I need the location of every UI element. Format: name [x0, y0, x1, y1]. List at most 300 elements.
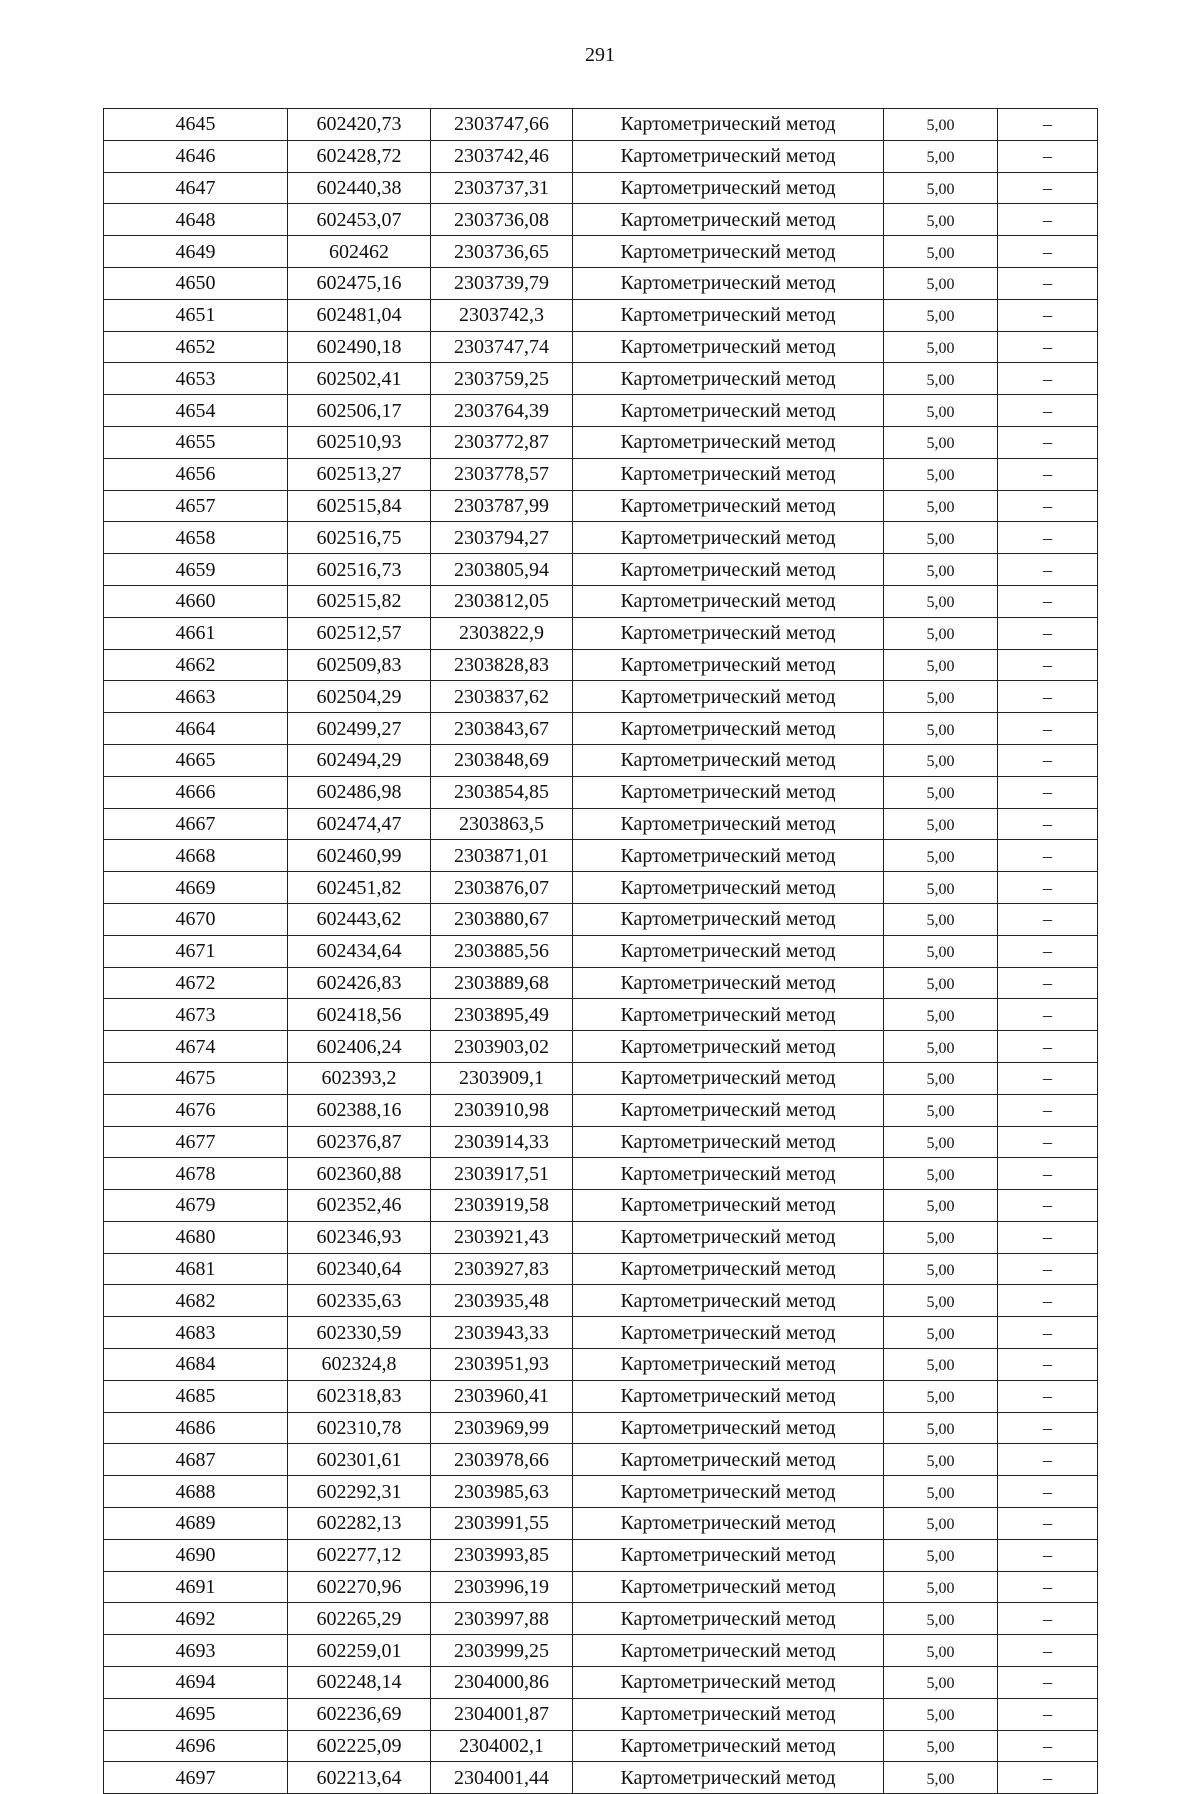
note-cell: –: [998, 617, 1098, 649]
method-cell: Картометрический метод: [573, 554, 884, 586]
y-coordinate-cell: 2303737,31: [431, 172, 573, 204]
note-cell: –: [998, 1476, 1098, 1508]
note-cell: –: [998, 872, 1098, 904]
method-cell: Картометрический метод: [573, 395, 884, 427]
table-row: [104, 140, 1098, 172]
point-number-cell: 4651: [104, 299, 288, 331]
precision-cell: 5,00: [884, 331, 998, 363]
precision-cell: 5,00: [884, 1221, 998, 1253]
point-number-cell: 4678: [104, 1158, 288, 1190]
table-row: [104, 681, 1098, 713]
table-row: [104, 1571, 1098, 1603]
note-cell: –: [998, 1571, 1098, 1603]
method-cell: Картометрический метод: [573, 649, 884, 681]
table-row: [104, 1094, 1098, 1126]
method-cell: Картометрический метод: [573, 1698, 884, 1730]
precision-cell: 5,00: [884, 204, 998, 236]
table-row: [104, 1730, 1098, 1762]
precision-cell: 5,00: [884, 681, 998, 713]
point-number-cell: 4646: [104, 140, 288, 172]
precision-cell: 5,00: [884, 1158, 998, 1190]
method-cell: Картометрический метод: [573, 204, 884, 236]
y-coordinate-cell: 2303885,56: [431, 935, 573, 967]
method-cell: Картометрический метод: [573, 1508, 884, 1540]
table-row: [104, 872, 1098, 904]
note-cell: –: [998, 109, 1098, 141]
x-coordinate-cell: 602376,87: [288, 1126, 431, 1158]
y-coordinate-cell: 2303736,08: [431, 204, 573, 236]
x-coordinate-cell: 602335,63: [288, 1285, 431, 1317]
precision-cell: 5,00: [884, 585, 998, 617]
x-coordinate-cell: 602393,2: [288, 1062, 431, 1094]
y-coordinate-cell: 2303854,85: [431, 776, 573, 808]
note-cell: –: [998, 1539, 1098, 1571]
x-coordinate-cell: 602490,18: [288, 331, 431, 363]
point-number-cell: 4671: [104, 935, 288, 967]
point-number-cell: 4655: [104, 426, 288, 458]
y-coordinate-cell: 2303927,83: [431, 1253, 573, 1285]
precision-cell: 5,00: [884, 1603, 998, 1635]
table-row: [104, 426, 1098, 458]
table-row: [104, 999, 1098, 1031]
note-cell: –: [998, 299, 1098, 331]
method-cell: Картометрический метод: [573, 967, 884, 999]
note-cell: –: [998, 395, 1098, 427]
note-cell: –: [998, 1285, 1098, 1317]
table-row: [104, 967, 1098, 999]
point-number-cell: 4661: [104, 617, 288, 649]
point-number-cell: 4647: [104, 172, 288, 204]
method-cell: Картометрический метод: [573, 1444, 884, 1476]
table-row: [104, 1508, 1098, 1540]
point-number-cell: 4649: [104, 236, 288, 268]
y-coordinate-cell: 2303747,74: [431, 331, 573, 363]
point-number-cell: 4666: [104, 776, 288, 808]
precision-cell: 5,00: [884, 649, 998, 681]
y-coordinate-cell: 2303828,83: [431, 649, 573, 681]
note-cell: –: [998, 713, 1098, 745]
x-coordinate-cell: 602474,47: [288, 808, 431, 840]
table-row: [104, 744, 1098, 776]
precision-cell: 5,00: [884, 808, 998, 840]
note-cell: –: [998, 458, 1098, 490]
table-row: [104, 1158, 1098, 1190]
precision-cell: 5,00: [884, 299, 998, 331]
point-number-cell: 4657: [104, 490, 288, 522]
point-number-cell: 4695: [104, 1698, 288, 1730]
note-cell: –: [998, 1062, 1098, 1094]
x-coordinate-cell: 602516,73: [288, 554, 431, 586]
precision-cell: 5,00: [884, 1317, 998, 1349]
table-row: [104, 1190, 1098, 1222]
precision-cell: 5,00: [884, 172, 998, 204]
x-coordinate-cell: 602270,96: [288, 1571, 431, 1603]
method-cell: Картометрический метод: [573, 299, 884, 331]
y-coordinate-cell: 2304001,87: [431, 1698, 573, 1730]
table-row: [104, 1412, 1098, 1444]
y-coordinate-cell: 2304002,1: [431, 1730, 573, 1762]
note-cell: –: [998, 808, 1098, 840]
method-cell: Картометрический метод: [573, 458, 884, 490]
y-coordinate-cell: 2303747,66: [431, 109, 573, 141]
method-cell: Картометрический метод: [573, 236, 884, 268]
x-coordinate-cell: 602340,64: [288, 1253, 431, 1285]
table-row: [104, 808, 1098, 840]
table-row: [104, 458, 1098, 490]
note-cell: –: [998, 1412, 1098, 1444]
y-coordinate-cell: 2303985,63: [431, 1476, 573, 1508]
method-cell: Картометрический метод: [573, 1190, 884, 1222]
method-cell: Картометрический метод: [573, 1253, 884, 1285]
point-number-cell: 4667: [104, 808, 288, 840]
method-cell: Картометрический метод: [573, 140, 884, 172]
x-coordinate-cell: 602265,29: [288, 1603, 431, 1635]
y-coordinate-cell: 2303794,27: [431, 522, 573, 554]
y-coordinate-cell: 2303880,67: [431, 903, 573, 935]
point-number-cell: 4679: [104, 1190, 288, 1222]
y-coordinate-cell: 2304001,44: [431, 1762, 573, 1794]
method-cell: Картометрический метод: [573, 109, 884, 141]
y-coordinate-cell: 2303736,65: [431, 236, 573, 268]
note-cell: –: [998, 776, 1098, 808]
x-coordinate-cell: 602346,93: [288, 1221, 431, 1253]
method-cell: Картометрический метод: [573, 1380, 884, 1412]
precision-cell: 5,00: [884, 554, 998, 586]
note-cell: –: [998, 554, 1098, 586]
y-coordinate-cell: 2303871,01: [431, 840, 573, 872]
precision-cell: 5,00: [884, 1635, 998, 1667]
note-cell: –: [998, 331, 1098, 363]
table-row: [104, 204, 1098, 236]
x-coordinate-cell: 602515,82: [288, 585, 431, 617]
note-cell: –: [998, 744, 1098, 776]
precision-cell: 5,00: [884, 1094, 998, 1126]
method-cell: Картометрический метод: [573, 585, 884, 617]
y-coordinate-cell: 2303863,5: [431, 808, 573, 840]
point-number-cell: 4662: [104, 649, 288, 681]
table-row: [104, 1603, 1098, 1635]
table-row: [104, 331, 1098, 363]
point-number-cell: 4665: [104, 744, 288, 776]
point-number-cell: 4648: [104, 204, 288, 236]
method-cell: Картометрический метод: [573, 522, 884, 554]
y-coordinate-cell: 2303978,66: [431, 1444, 573, 1476]
note-cell: –: [998, 1762, 1098, 1794]
table-row: [104, 617, 1098, 649]
note-cell: –: [998, 840, 1098, 872]
precision-cell: 5,00: [884, 426, 998, 458]
method-cell: Картометрический метод: [573, 1031, 884, 1063]
precision-cell: 5,00: [884, 1762, 998, 1794]
y-coordinate-cell: 2303996,19: [431, 1571, 573, 1603]
note-cell: –: [998, 585, 1098, 617]
table-row: [104, 490, 1098, 522]
table-row: [104, 109, 1098, 141]
method-cell: Картометрический метод: [573, 1762, 884, 1794]
x-coordinate-cell: 602516,75: [288, 522, 431, 554]
method-cell: Картометрический метод: [573, 1285, 884, 1317]
point-number-cell: 4677: [104, 1126, 288, 1158]
precision-cell: 5,00: [884, 140, 998, 172]
method-cell: Картометрический метод: [573, 426, 884, 458]
page-number: 291: [585, 44, 615, 66]
table-row: [104, 1698, 1098, 1730]
table-row: [104, 1126, 1098, 1158]
coordinates-table: [103, 108, 1098, 1794]
precision-cell: 5,00: [884, 935, 998, 967]
y-coordinate-cell: 2303848,69: [431, 744, 573, 776]
x-coordinate-cell: 602213,64: [288, 1762, 431, 1794]
x-coordinate-cell: 602301,61: [288, 1444, 431, 1476]
note-cell: –: [998, 681, 1098, 713]
table-row: [104, 713, 1098, 745]
point-number-cell: 4669: [104, 872, 288, 904]
precision-cell: 5,00: [884, 1698, 998, 1730]
method-cell: Картометрический метод: [573, 1126, 884, 1158]
y-coordinate-cell: 2303822,9: [431, 617, 573, 649]
y-coordinate-cell: 2303812,05: [431, 585, 573, 617]
y-coordinate-cell: 2303914,33: [431, 1126, 573, 1158]
method-cell: Картометрический метод: [573, 1094, 884, 1126]
x-coordinate-cell: 602475,16: [288, 267, 431, 299]
precision-cell: 5,00: [884, 1126, 998, 1158]
x-coordinate-cell: 602460,99: [288, 840, 431, 872]
x-coordinate-cell: 602510,93: [288, 426, 431, 458]
precision-cell: 5,00: [884, 1285, 998, 1317]
precision-cell: 5,00: [884, 1349, 998, 1381]
point-number-cell: 4653: [104, 363, 288, 395]
method-cell: Картометрический метод: [573, 776, 884, 808]
table-row: [104, 649, 1098, 681]
note-cell: –: [998, 426, 1098, 458]
method-cell: Картометрический метод: [573, 1730, 884, 1762]
point-number-cell: 4684: [104, 1349, 288, 1381]
table-row: [104, 1635, 1098, 1667]
y-coordinate-cell: 2303993,85: [431, 1539, 573, 1571]
note-cell: –: [998, 204, 1098, 236]
note-cell: –: [998, 1126, 1098, 1158]
precision-cell: 5,00: [884, 967, 998, 999]
point-number-cell: 4685: [104, 1380, 288, 1412]
y-coordinate-cell: 2304000,86: [431, 1667, 573, 1699]
table-row: [104, 1762, 1098, 1794]
method-cell: Картометрический метод: [573, 840, 884, 872]
table-row: [104, 585, 1098, 617]
x-coordinate-cell: 602418,56: [288, 999, 431, 1031]
table-row: [104, 236, 1098, 268]
x-coordinate-cell: 602277,12: [288, 1539, 431, 1571]
point-number-cell: 4668: [104, 840, 288, 872]
x-coordinate-cell: 602451,82: [288, 872, 431, 904]
y-coordinate-cell: 2303764,39: [431, 395, 573, 427]
note-cell: –: [998, 172, 1098, 204]
precision-cell: 5,00: [884, 109, 998, 141]
note-cell: –: [998, 1667, 1098, 1699]
table-row: [104, 299, 1098, 331]
x-coordinate-cell: 602504,29: [288, 681, 431, 713]
precision-cell: 5,00: [884, 1444, 998, 1476]
table-row: [104, 1476, 1098, 1508]
point-number-cell: 4658: [104, 522, 288, 554]
precision-cell: 5,00: [884, 840, 998, 872]
y-coordinate-cell: 2303951,93: [431, 1349, 573, 1381]
note-cell: –: [998, 1730, 1098, 1762]
y-coordinate-cell: 2303843,67: [431, 713, 573, 745]
point-number-cell: 4674: [104, 1031, 288, 1063]
precision-cell: 5,00: [884, 776, 998, 808]
point-number-cell: 4687: [104, 1444, 288, 1476]
x-coordinate-cell: 602494,29: [288, 744, 431, 776]
point-number-cell: 4663: [104, 681, 288, 713]
table-row: [104, 1031, 1098, 1063]
y-coordinate-cell: 2303772,87: [431, 426, 573, 458]
table-row: [104, 903, 1098, 935]
x-coordinate-cell: 602310,78: [288, 1412, 431, 1444]
table-row: [104, 522, 1098, 554]
point-number-cell: 4660: [104, 585, 288, 617]
y-coordinate-cell: 2303805,94: [431, 554, 573, 586]
method-cell: Картометрический метод: [573, 1635, 884, 1667]
precision-cell: 5,00: [884, 1062, 998, 1094]
table-row: [104, 1444, 1098, 1476]
point-number-cell: 4683: [104, 1317, 288, 1349]
table-row: [104, 395, 1098, 427]
precision-cell: 5,00: [884, 744, 998, 776]
table-row: [104, 1317, 1098, 1349]
method-cell: Картометрический метод: [573, 999, 884, 1031]
precision-cell: 5,00: [884, 1667, 998, 1699]
y-coordinate-cell: 2303787,99: [431, 490, 573, 522]
method-cell: Картометрический метод: [573, 617, 884, 649]
point-number-cell: 4656: [104, 458, 288, 490]
y-coordinate-cell: 2303742,3: [431, 299, 573, 331]
precision-cell: 5,00: [884, 903, 998, 935]
point-number-cell: 4672: [104, 967, 288, 999]
x-coordinate-cell: 602440,38: [288, 172, 431, 204]
y-coordinate-cell: 2303889,68: [431, 967, 573, 999]
y-coordinate-cell: 2303910,98: [431, 1094, 573, 1126]
note-cell: –: [998, 1698, 1098, 1730]
precision-cell: 5,00: [884, 1190, 998, 1222]
method-cell: Картометрический метод: [573, 681, 884, 713]
x-coordinate-cell: 602502,41: [288, 363, 431, 395]
x-coordinate-cell: 602428,72: [288, 140, 431, 172]
note-cell: –: [998, 903, 1098, 935]
note-cell: –: [998, 1603, 1098, 1635]
y-coordinate-cell: 2303997,88: [431, 1603, 573, 1635]
point-number-cell: 4692: [104, 1603, 288, 1635]
precision-cell: 5,00: [884, 1730, 998, 1762]
table-row: [104, 554, 1098, 586]
precision-cell: 5,00: [884, 1539, 998, 1571]
note-cell: –: [998, 999, 1098, 1031]
method-cell: Картометрический метод: [573, 808, 884, 840]
method-cell: Картометрический метод: [573, 1221, 884, 1253]
y-coordinate-cell: 2303739,79: [431, 267, 573, 299]
x-coordinate-cell: 602509,83: [288, 649, 431, 681]
point-number-cell: 4680: [104, 1221, 288, 1253]
note-cell: –: [998, 1444, 1098, 1476]
y-coordinate-cell: 2303917,51: [431, 1158, 573, 1190]
precision-cell: 5,00: [884, 1508, 998, 1540]
x-coordinate-cell: 602225,09: [288, 1730, 431, 1762]
y-coordinate-cell: 2303895,49: [431, 999, 573, 1031]
y-coordinate-cell: 2303969,99: [431, 1412, 573, 1444]
x-coordinate-cell: 602330,59: [288, 1317, 431, 1349]
point-number-cell: 4650: [104, 267, 288, 299]
point-number-cell: 4664: [104, 713, 288, 745]
point-number-cell: 4645: [104, 109, 288, 141]
y-coordinate-cell: 2303919,58: [431, 1190, 573, 1222]
table-row: [104, 1539, 1098, 1571]
x-coordinate-cell: 602236,69: [288, 1698, 431, 1730]
precision-cell: 5,00: [884, 872, 998, 904]
point-number-cell: 4693: [104, 1635, 288, 1667]
precision-cell: 5,00: [884, 617, 998, 649]
x-coordinate-cell: 602324,8: [288, 1349, 431, 1381]
x-coordinate-cell: 602318,83: [288, 1380, 431, 1412]
point-number-cell: 4654: [104, 395, 288, 427]
x-coordinate-cell: 602426,83: [288, 967, 431, 999]
x-coordinate-cell: 602352,46: [288, 1190, 431, 1222]
table-row: [104, 1380, 1098, 1412]
precision-cell: 5,00: [884, 522, 998, 554]
method-cell: Картометрический метод: [573, 1539, 884, 1571]
point-number-cell: 4675: [104, 1062, 288, 1094]
note-cell: –: [998, 935, 1098, 967]
point-number-cell: 4694: [104, 1667, 288, 1699]
coordinates-table-body: [104, 109, 1098, 1794]
method-cell: Картометрический метод: [573, 935, 884, 967]
x-coordinate-cell: 602499,27: [288, 713, 431, 745]
y-coordinate-cell: 2303742,46: [431, 140, 573, 172]
table-row: [104, 363, 1098, 395]
precision-cell: 5,00: [884, 1571, 998, 1603]
point-number-cell: 4691: [104, 1571, 288, 1603]
method-cell: Картометрический метод: [573, 331, 884, 363]
y-coordinate-cell: 2303921,43: [431, 1221, 573, 1253]
table-row: [104, 1253, 1098, 1285]
note-cell: –: [998, 1253, 1098, 1285]
precision-cell: 5,00: [884, 1412, 998, 1444]
note-cell: –: [998, 267, 1098, 299]
precision-cell: 5,00: [884, 1476, 998, 1508]
x-coordinate-cell: 602486,98: [288, 776, 431, 808]
x-coordinate-cell: 602292,31: [288, 1476, 431, 1508]
method-cell: Картометрический метод: [573, 172, 884, 204]
x-coordinate-cell: 602453,07: [288, 204, 431, 236]
note-cell: –: [998, 967, 1098, 999]
note-cell: –: [998, 1031, 1098, 1063]
y-coordinate-cell: 2303960,41: [431, 1380, 573, 1412]
precision-cell: 5,00: [884, 1253, 998, 1285]
method-cell: Картометрический метод: [573, 1317, 884, 1349]
y-coordinate-cell: 2303943,33: [431, 1317, 573, 1349]
precision-cell: 5,00: [884, 713, 998, 745]
precision-cell: 5,00: [884, 267, 998, 299]
x-coordinate-cell: 602259,01: [288, 1635, 431, 1667]
precision-cell: 5,00: [884, 999, 998, 1031]
note-cell: –: [998, 1190, 1098, 1222]
note-cell: –: [998, 1635, 1098, 1667]
x-coordinate-cell: 602388,16: [288, 1094, 431, 1126]
method-cell: Картометрический метод: [573, 1603, 884, 1635]
note-cell: –: [998, 522, 1098, 554]
method-cell: Картометрический метод: [573, 1062, 884, 1094]
method-cell: Картометрический метод: [573, 363, 884, 395]
point-number-cell: 4681: [104, 1253, 288, 1285]
y-coordinate-cell: 2303991,55: [431, 1508, 573, 1540]
